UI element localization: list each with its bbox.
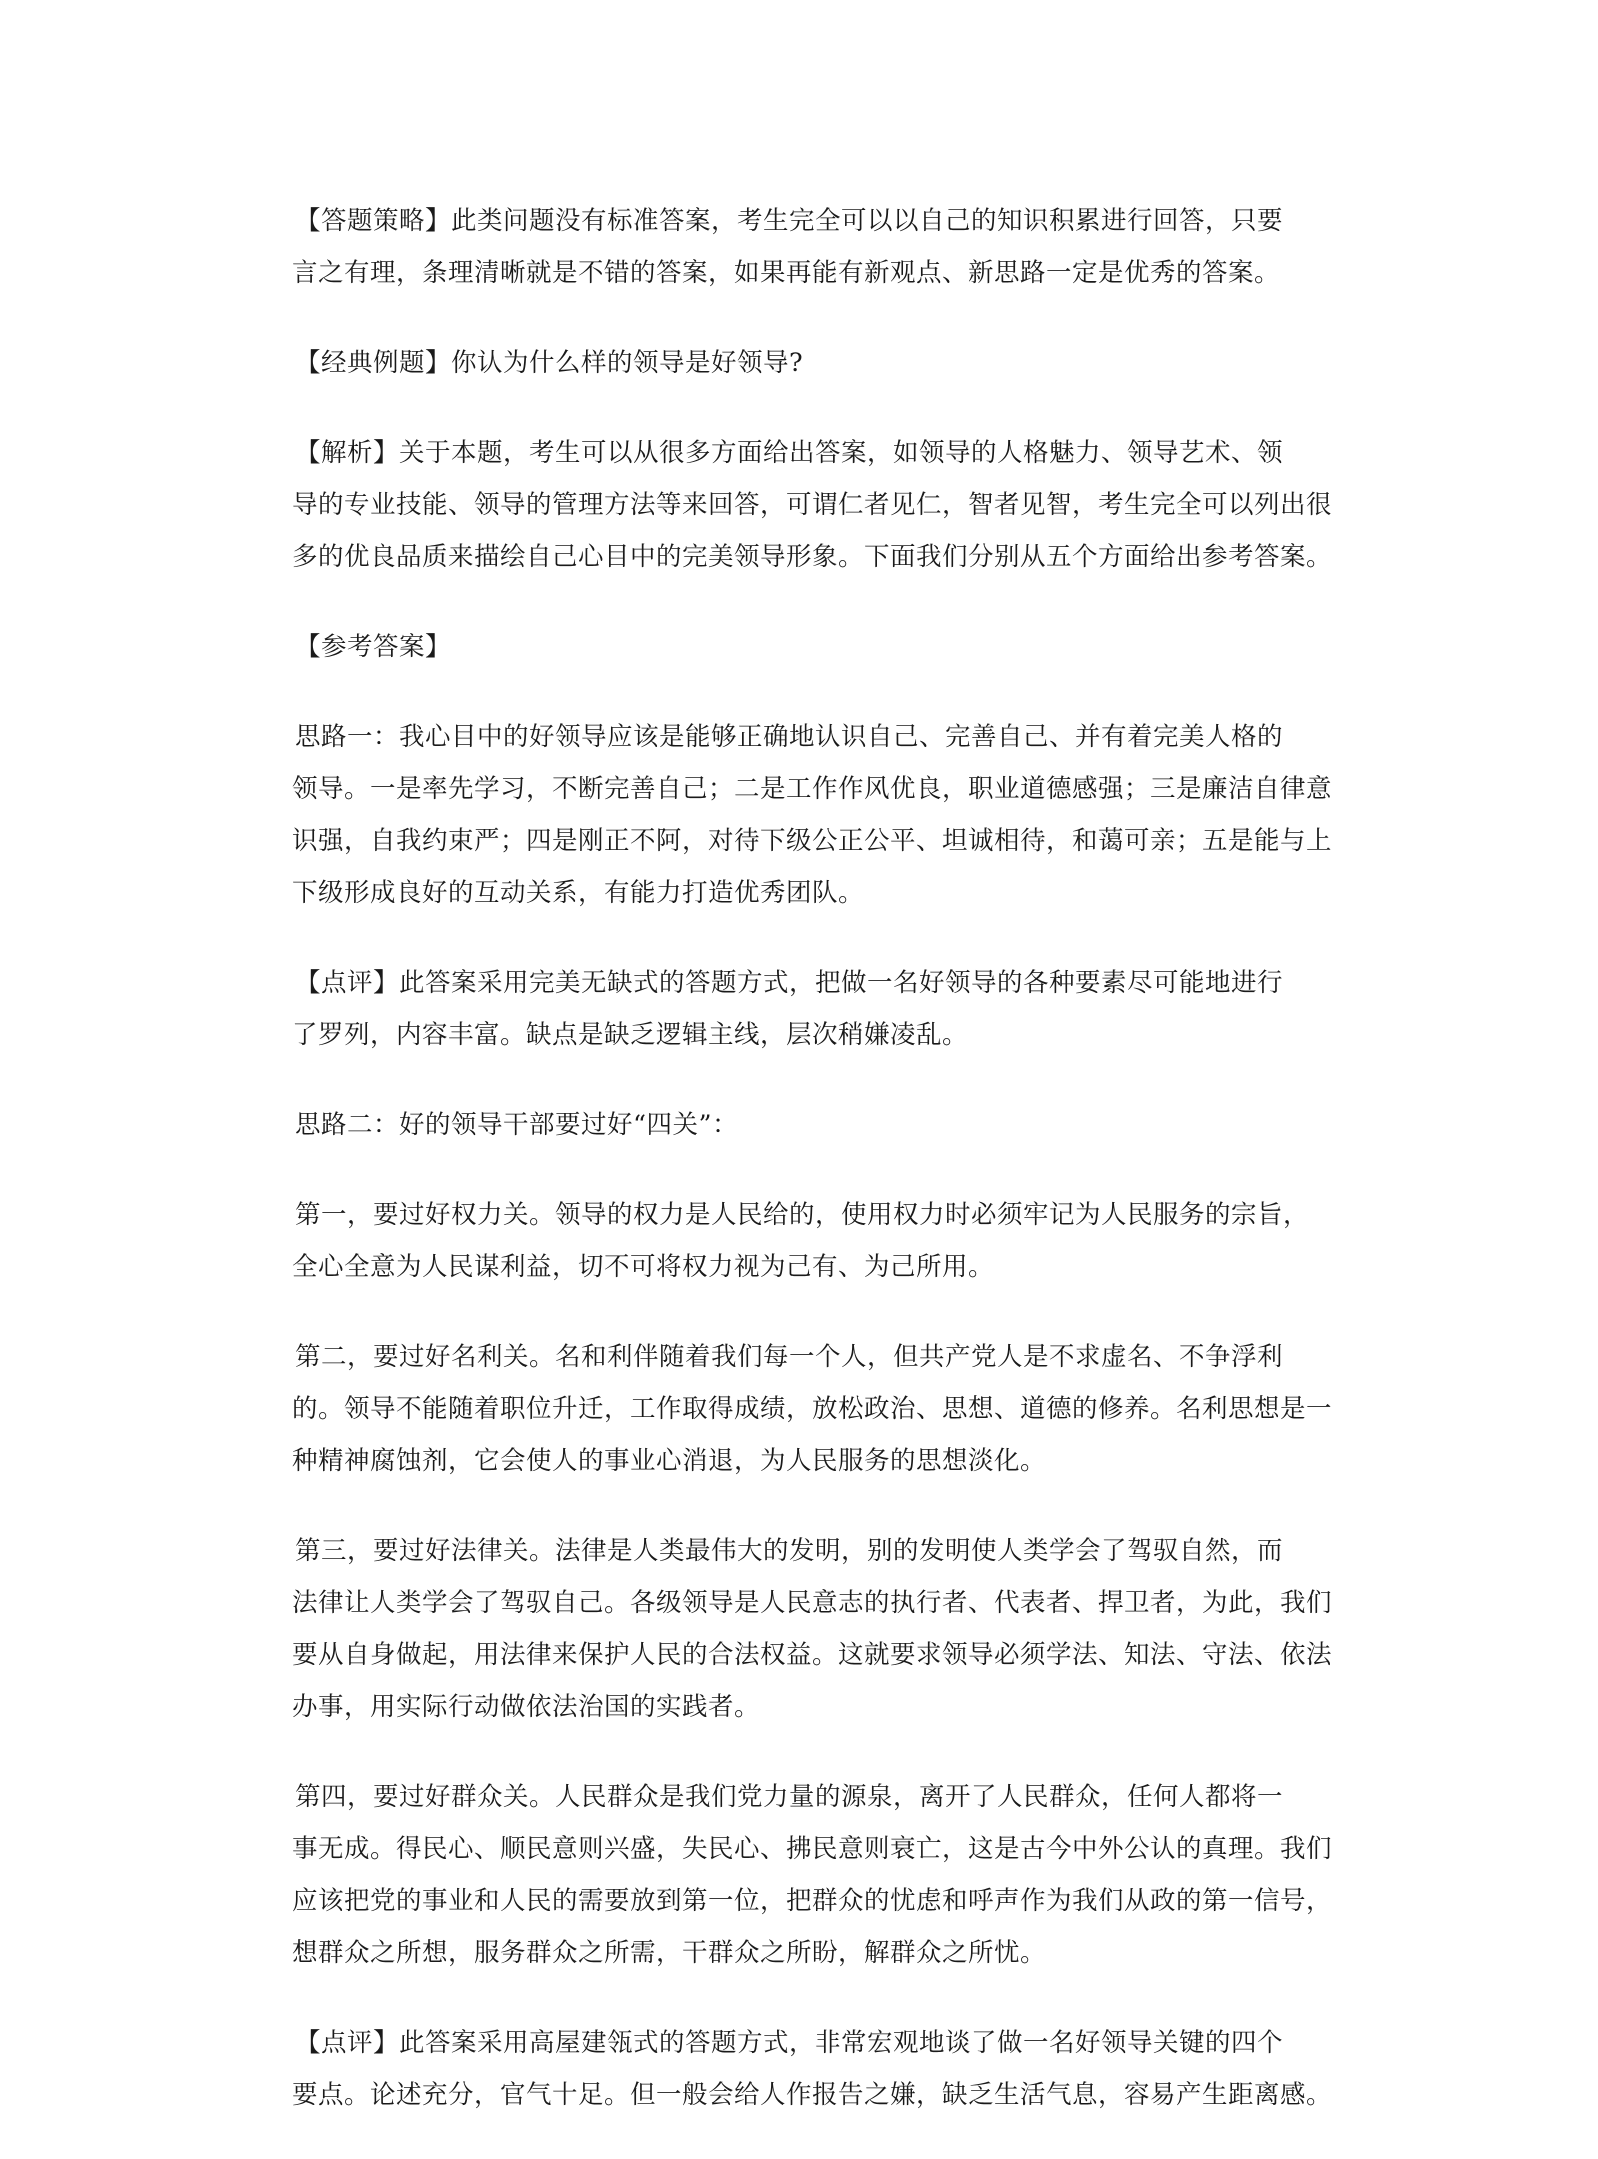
text-line: 第一，要过好权力关。领导的权力是人民给的，使用权力时必须牢记为人民服务的宗旨， bbox=[295, 1200, 1310, 1230]
paragraph-strategy bbox=[292, 195, 1340, 299]
text-line: 想群众之所想，服务群众之所需，干群众之所盼，解群众之所忧。 bbox=[292, 1938, 1047, 1968]
text-line: 全心全意为人民谋利益，切不可将权力视为己有、为己所用。 bbox=[292, 1252, 995, 1282]
text-line: 【经典例题】你认为什么样的领导是好领导? bbox=[295, 348, 804, 378]
text-line: 了罗列，内容丰富。缺点是缺乏逻辑主线，层次稍嫌凌乱。 bbox=[292, 1020, 969, 1050]
text-line: 【点评】此答案采用完美无缺式的答题方式，把做一名好领导的各种要素尽可能地进行 bbox=[295, 968, 1284, 998]
text-line: 思路二：好的领导干部要过好“四关”： bbox=[295, 1110, 739, 1140]
text-line: 下级形成良好的互动关系，有能力打造优秀团队。 bbox=[292, 878, 865, 908]
text-line: 种精神腐蚀剂，它会使人的事业心消退，为人民服务的思想淡化。 bbox=[292, 1446, 1047, 1476]
text-line: 【点评】此答案采用高屋建瓴式的答题方式，非常宏观地谈了做一名好领导关键的四个 bbox=[295, 2028, 1284, 2058]
text-line: 【答题策略】此类问题没有标准答案，考生完全可以以自己的知识积累进行回答，只要 bbox=[295, 206, 1284, 236]
text-line: 要从自身做起，用法律来保护人民的合法权益。这就要求领导必须学法、知法、守法、依法 bbox=[292, 1640, 1333, 1670]
text-line: 应该把党的事业和人民的需要放到第一位，把群众的忧虑和呼声作为我们从政的第一信号， bbox=[292, 1886, 1333, 1916]
text-line: 多的优良品质来描绘自己心目中的完美领导形象。下面我们分别从五个方面给出参考答案。 bbox=[292, 542, 1333, 572]
document-page bbox=[292, 195, 1340, 2159]
paragraph-approach-two bbox=[292, 1099, 1340, 1151]
paragraph-comment-one bbox=[292, 957, 1340, 1061]
text-line: 办事，用实际行动做依法治国的实践者。 bbox=[292, 1692, 761, 1722]
text-line: 第三，要过好法律关。法律是人类最伟大的发明，别的发明使人类学会了驾驭自然，而 bbox=[295, 1536, 1284, 1566]
text-line: 导的专业技能、领导的管理方法等来回答，可谓仁者见仁，智者见智，考生完全可以列出很 bbox=[292, 490, 1333, 520]
text-line: 要点。论述充分，官气十足。但一般会给人作报告之嫌，缺乏生活气息，容易产生距离感。 bbox=[292, 2080, 1333, 2110]
text-line: 【参考答案】 bbox=[295, 632, 452, 662]
paragraph-approach-one bbox=[292, 711, 1340, 919]
text-line: 识强，自我约束严；四是刚正不阿，对待下级公正公平、坦诚相待，和蔼可亲；五是能与上 bbox=[292, 826, 1333, 856]
paragraph-reference-answer-heading bbox=[292, 621, 1340, 673]
text-line: 法律让人类学会了驾驭自己。各级领导是人民意志的执行者、代表者、捍卫者，为此，我们 bbox=[292, 1588, 1333, 1618]
text-line: 领导。一是率先学习，不断完善自己；二是工作作风优良，职业道德感强；三是廉洁自律意 bbox=[292, 774, 1333, 804]
paragraph-comment-two bbox=[292, 2017, 1340, 2121]
paragraph-analysis bbox=[292, 427, 1340, 583]
text-line: 事无成。得民心、顺民意则兴盛，失民心、拂民意则衰亡，这是古今中外公认的真理。我们 bbox=[292, 1834, 1333, 1864]
paragraph-point-four bbox=[292, 1771, 1340, 1979]
paragraph-point-one bbox=[292, 1189, 1340, 1293]
paragraph-example-question bbox=[292, 337, 1340, 389]
paragraph-point-three bbox=[292, 1525, 1340, 1733]
text-line: 第四，要过好群众关。人民群众是我们党力量的源泉，离开了人民群众，任何人都将一 bbox=[295, 1782, 1284, 1812]
text-line: 思路一：我心目中的好领导应该是能够正确地认识自己、完善自己、并有着完美人格的 bbox=[295, 722, 1284, 752]
text-line: 【解析】关于本题，考生可以从很多方面给出答案，如领导的人格魅力、领导艺术、领 bbox=[295, 438, 1284, 468]
paragraph-point-two bbox=[292, 1331, 1340, 1487]
text-line: 的。领导不能随着职位升迁，工作取得成绩，放松政治、思想、道德的修养。名利思想是一 bbox=[292, 1394, 1333, 1424]
text-line: 第二，要过好名利关。名和利伴随着我们每一个人，但共产党人是不求虚名、不争浮利 bbox=[295, 1342, 1284, 1372]
text-line: 言之有理，条理清晰就是不错的答案，如果再能有新观点、新思路一定是优秀的答案。 bbox=[292, 258, 1281, 288]
